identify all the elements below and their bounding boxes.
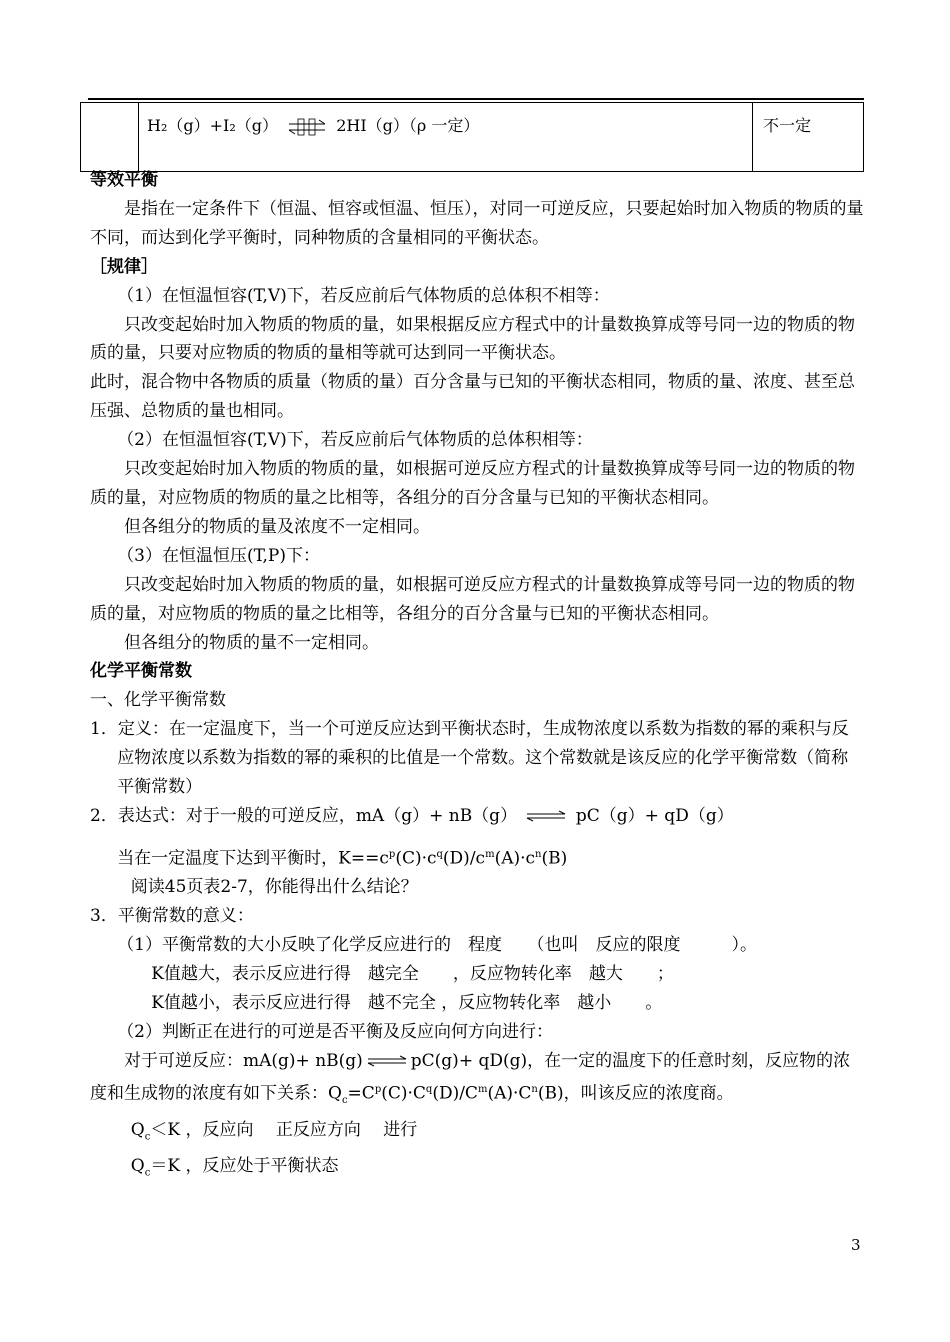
header-rule bbox=[88, 98, 864, 100]
rule3-heading: （3）在恒温恒压(T,P)下： bbox=[117, 545, 320, 566]
table-cell-result: 不一定 bbox=[753, 103, 864, 172]
meaning-1a: K值越大，表示反应进行得 越完全 ，反应物转化率 越大 ； bbox=[151, 964, 674, 985]
page-number: 3 bbox=[851, 1236, 861, 1254]
reading-prompt: 阅读45页表2-7，你能得出什么结论？ bbox=[130, 877, 418, 898]
section-title-equilibrium-constant: 化学平衡常数 bbox=[90, 661, 192, 682]
table-cell-formula: H₂（g）+I₂（g） 2HI（g）（ρ 一定） bbox=[139, 103, 753, 172]
definition-item: 1．定义：在一定温度下，当一个可逆反应达到平衡状态时，生成物浓度以系数为指数的幂的乘积与反应物浓度以系数为指数的幂的乘积的比值是一个常数。这个常数就是该反应的化学平衡常数（简称平衡常数） bbox=[90, 719, 849, 798]
meaning-1: （1）平衡常数的大小反映了化学反应进行的 程度 （也叫 反应的限度 ）。 bbox=[117, 935, 758, 956]
rule1-heading: （1）在恒温恒容(T,V)下，若反应前后气体物质的总体积不相等： bbox=[117, 285, 610, 306]
condition-table bbox=[80, 102, 864, 172]
rule2-note: 但各组分的物质的量及浓度不一定相同。 bbox=[124, 516, 430, 537]
meaning-1b: K值越小，表示反应进行得 越不完全 ，反应物转化率 越小 。 bbox=[151, 993, 663, 1014]
equilibrium-arrow-icon bbox=[365, 1054, 409, 1068]
rule2-body: 只改变起始时加入物质的物质的量，如根据可逆反应方程式的计量数换算成等号同一边的物质的物质的量，对应物质的物质的量之比相等，各组分的百分含量与已知的平衡状态相同。 bbox=[90, 459, 855, 508]
rule2-heading: （2）在恒温恒容(T,V)下，若反应前后气体物质的总体积相等： bbox=[117, 430, 593, 451]
meaning-heading: 3．平衡常数的意义： bbox=[90, 906, 254, 927]
page-content bbox=[90, 166, 864, 1188]
meaning-2: （2）判断正在进行的可逆是否平衡及反应向何方向进行： bbox=[117, 1021, 554, 1042]
rule1-body: 只改变起始时加入物质的物质的量，如果根据反应方程式中的计量数换算成等号同一边的物质的物质的量，只要对应物质的物质的量相等就可达到同一平衡状态。 bbox=[90, 314, 855, 364]
k-expression: 当在一定温度下达到平衡时，$K==c^p(C)\cdot c^q(D)/c^m(A)\cdot c^n(B)$ bbox=[117, 848, 568, 869]
reversible-arrow-icon bbox=[285, 117, 329, 137]
expression-item: 2．表达式：对于一般的可逆反应，mA（g）+ nB（g） pC（g）+ qD（g） bbox=[90, 805, 734, 826]
quotient-less-than-k: $Q_c<K$ ，反应向 正反应方向 进行 bbox=[130, 1119, 418, 1143]
reaction-quotient-paragraph: 对于可逆反应：mA(g)+ nB(g) pC(g)+ qD(g)，在一定的温度下的任意时刻，反应物的浓度和生成物的浓度有如下关系：$Q_c=C^p(C)\cdot C^q(D)/C^m(A)\cdot C^n(B)$，叫该反应的浓度商。 bbox=[90, 1050, 851, 1106]
rule1-note: 此时，混合物中各物质的质量（物质的量）百分含量与已知的平衡状态相同，物质的量、浓度、甚至总压强、总物质的量也相同。 bbox=[90, 372, 855, 422]
rule-label: ［规律］ bbox=[90, 256, 158, 277]
paragraph-definition: 是指在一定条件下（恒温、恒容或恒温、恒压），对同一可逆反应，只要起始时加入物质的物质的量不同，而达到化学平衡时，同种物质的含量相同的平衡状态。 bbox=[90, 198, 864, 248]
section-title-equivalent-equilibrium: 等效平衡 bbox=[90, 170, 158, 190]
subsection-heading: 一、化学平衡常数 bbox=[90, 690, 226, 711]
table-row bbox=[81, 103, 864, 172]
quotient-equals-k: $Q_c=K$ ，反应处于平衡状态 bbox=[130, 1156, 339, 1179]
rule3-body: 只改变起始时加入物质的物质的量，如根据可逆反应方程式的计量数换算成等号同一边的物质的物质的量，对应物质的物质的量之比相等，各组分的百分含量与已知的平衡状态相同。 bbox=[90, 574, 855, 624]
equilibrium-arrow-icon bbox=[524, 809, 568, 823]
table-cell-empty bbox=[81, 103, 139, 172]
rule3-note: 但各组分的物质的量不一定相同。 bbox=[124, 632, 379, 653]
